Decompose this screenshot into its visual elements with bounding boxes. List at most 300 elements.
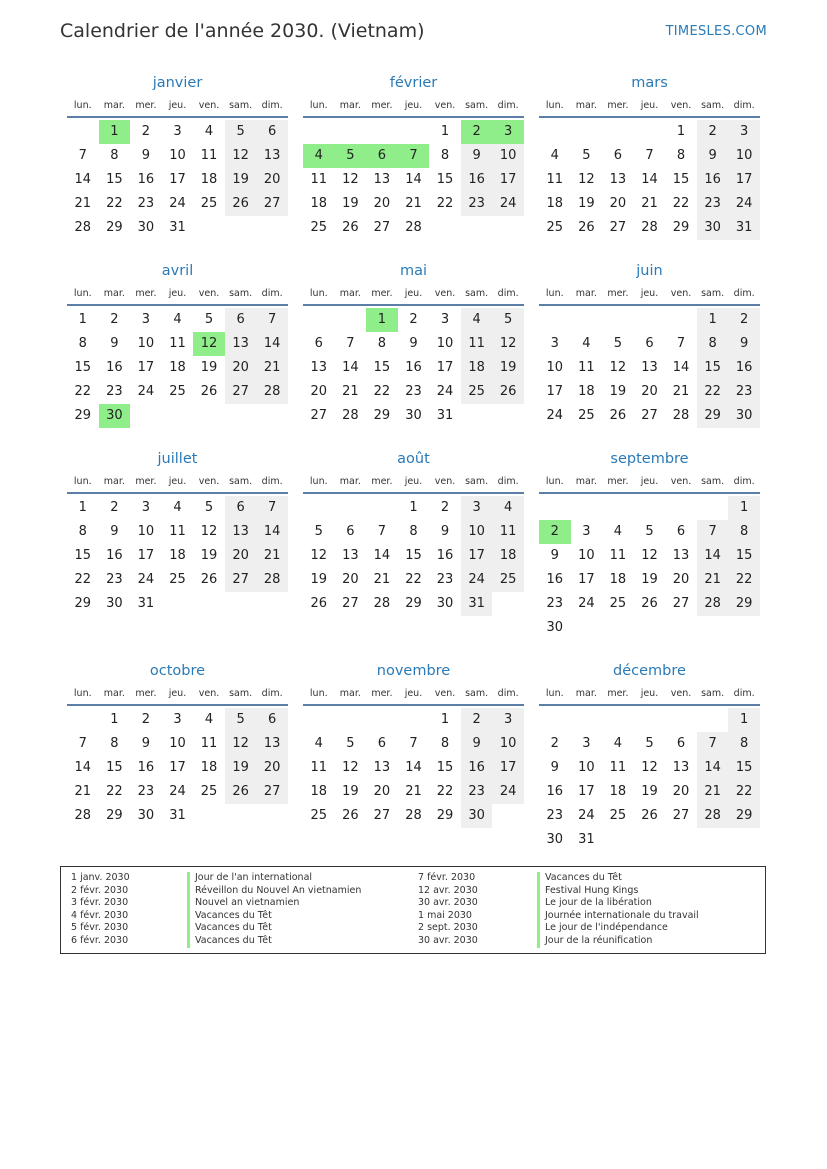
day-cell: 27 bbox=[672, 808, 690, 823]
weekday-label: ven. bbox=[670, 288, 692, 299]
day-cell: 25 bbox=[546, 220, 564, 235]
day-cell: 11 bbox=[310, 760, 328, 775]
weekday-label: sam. bbox=[701, 288, 725, 299]
day-cell: 21 bbox=[74, 196, 92, 211]
weekday-label: dim. bbox=[497, 476, 519, 487]
day-cell: 24 bbox=[728, 192, 760, 216]
day-cell: 13 bbox=[225, 332, 257, 356]
day-cell: 23 bbox=[546, 596, 564, 611]
day-cell: 20 bbox=[256, 756, 288, 780]
day-cell: 18 bbox=[461, 356, 493, 380]
day-cell: 7 bbox=[676, 336, 686, 351]
day-cell: 10 bbox=[578, 548, 595, 563]
legend-date: 7 févr. 2030 bbox=[418, 872, 476, 883]
day-cell: 26 bbox=[609, 408, 627, 423]
legend-holiday-name: Festival Hung Kings bbox=[537, 885, 699, 898]
day-cell: 3 bbox=[461, 496, 493, 520]
weekday-label: sam. bbox=[465, 288, 489, 299]
day-cell: 6 bbox=[676, 736, 686, 751]
day-cell: 16 bbox=[436, 548, 454, 563]
day-cell: 2 bbox=[461, 708, 493, 732]
day-cell: 11 bbox=[310, 172, 328, 187]
weekday-label: mar. bbox=[103, 476, 125, 487]
holiday-legend bbox=[60, 866, 766, 954]
day-cell: 19 bbox=[225, 756, 257, 780]
day-cell: 16 bbox=[405, 360, 422, 375]
legend-holiday-name: Jour de la réunification bbox=[537, 935, 699, 948]
day-cell: 3 bbox=[550, 336, 559, 351]
day-cell: 15 bbox=[728, 544, 760, 568]
weekday-header bbox=[67, 682, 288, 706]
day-cell: 4 bbox=[550, 148, 559, 163]
day-cell: 14 bbox=[256, 332, 288, 356]
weekday-header bbox=[67, 282, 288, 306]
day-cell: 8 bbox=[728, 732, 760, 756]
month-calendar bbox=[303, 448, 524, 616]
day-cell: 10 bbox=[546, 360, 564, 375]
day-cell: 13 bbox=[672, 760, 690, 775]
weekday-label: jeu. bbox=[640, 688, 659, 699]
day-cell: 3 bbox=[141, 312, 151, 327]
holiday-day-cell: 30 bbox=[99, 404, 131, 428]
day-cell: 16 bbox=[137, 172, 155, 187]
weekday-label: mer. bbox=[135, 288, 157, 299]
day-cell: 27 bbox=[310, 408, 328, 423]
holiday-day-cell: 1 bbox=[366, 308, 398, 332]
day-cell: 11 bbox=[492, 520, 524, 544]
day-cell: 15 bbox=[672, 172, 690, 187]
day-cell: 20 bbox=[373, 784, 391, 799]
day-cell: 23 bbox=[405, 384, 422, 399]
day-cell: 28 bbox=[697, 592, 729, 616]
day-cell: 4 bbox=[314, 736, 323, 751]
day-cell: 21 bbox=[641, 196, 658, 211]
day-cell: 12 bbox=[641, 760, 658, 775]
day-cell: 23 bbox=[436, 572, 454, 587]
day-cell: 19 bbox=[641, 572, 658, 587]
weekday-label: dim. bbox=[261, 288, 283, 299]
legend-date: 1 mai 2030 bbox=[418, 909, 472, 921]
weekday-label: dim. bbox=[733, 100, 755, 111]
weekday-header bbox=[539, 282, 760, 306]
day-cell: 18 bbox=[200, 172, 218, 187]
day-cell: 23 bbox=[546, 808, 564, 823]
month-name: août bbox=[397, 451, 430, 467]
day-cell: 7 bbox=[256, 308, 288, 332]
day-cell: 25 bbox=[578, 408, 595, 423]
empty-day-cell bbox=[398, 120, 430, 144]
weekday-label: jeu. bbox=[404, 476, 423, 487]
weekday-label: jeu. bbox=[640, 476, 659, 487]
day-cell: 16 bbox=[546, 572, 564, 587]
day-cell: 26 bbox=[225, 780, 257, 804]
day-cell: 6 bbox=[346, 524, 355, 539]
weekday-label: mer. bbox=[607, 288, 629, 299]
day-cell: 7 bbox=[409, 736, 418, 751]
day-cell: 13 bbox=[609, 172, 627, 187]
day-cell: 4 bbox=[173, 500, 182, 515]
weekday-header bbox=[67, 94, 288, 118]
weekday-label: jeu. bbox=[640, 288, 659, 299]
day-cell: 4 bbox=[204, 124, 214, 139]
empty-day-cell bbox=[571, 708, 603, 732]
holiday-day-cell: 4 bbox=[303, 144, 335, 168]
weekday-label: lun. bbox=[545, 288, 564, 299]
day-cell: 28 bbox=[373, 596, 391, 611]
weekday-label: dim. bbox=[497, 288, 519, 299]
weekday-label: mer. bbox=[371, 288, 393, 299]
day-cell: 7 bbox=[256, 496, 288, 520]
day-cell: 9 bbox=[550, 548, 559, 563]
weekday-label: mar. bbox=[575, 100, 597, 111]
day-cell: 27 bbox=[672, 596, 690, 611]
weekday-label: lun. bbox=[545, 688, 564, 699]
day-cell: 9 bbox=[697, 144, 729, 168]
legend-holiday-name: Vacances du Têt bbox=[187, 935, 361, 948]
day-cell: 9 bbox=[461, 732, 493, 756]
weekday-label: ven. bbox=[198, 288, 220, 299]
day-cell: 8 bbox=[697, 332, 729, 356]
weekday-label: jeu. bbox=[168, 288, 187, 299]
day-cell: 27 bbox=[256, 780, 288, 804]
day-cell: 23 bbox=[728, 380, 760, 404]
legend-holiday-name: Le jour de la libération bbox=[537, 897, 699, 910]
day-cell: 17 bbox=[169, 760, 186, 775]
weekday-label: mer. bbox=[607, 100, 629, 111]
weekday-label: sam. bbox=[229, 100, 253, 111]
empty-day-cell bbox=[303, 708, 335, 732]
weekday-label: mer. bbox=[135, 476, 157, 487]
weekday-label: jeu. bbox=[168, 688, 187, 699]
weekday-label: jeu. bbox=[404, 100, 423, 111]
day-cell: 7 bbox=[697, 732, 729, 756]
day-cell: 1 bbox=[78, 500, 87, 515]
day-cell: 1 bbox=[728, 496, 760, 520]
day-cell: 4 bbox=[582, 336, 591, 351]
day-cell: 8 bbox=[409, 524, 418, 539]
day-grid bbox=[67, 496, 288, 616]
legend-date: 2 sept. 2030 bbox=[418, 922, 478, 934]
day-cell: 5 bbox=[645, 524, 654, 539]
weekday-label: sam. bbox=[465, 100, 489, 111]
day-cell: 11 bbox=[546, 172, 564, 187]
day-cell: 20 bbox=[225, 356, 257, 380]
weekday-label: ven. bbox=[198, 476, 220, 487]
day-cell: 3 bbox=[492, 708, 524, 732]
day-cell: 22 bbox=[728, 780, 760, 804]
empty-day-cell bbox=[539, 120, 571, 144]
day-cell: 14 bbox=[697, 544, 729, 568]
day-cell: 25 bbox=[169, 384, 186, 399]
day-cell: 12 bbox=[225, 144, 257, 168]
day-cell: 13 bbox=[310, 360, 328, 375]
day-cell: 24 bbox=[169, 784, 186, 799]
day-cell: 16 bbox=[728, 356, 760, 380]
day-grid bbox=[67, 120, 288, 240]
legend-holiday-name: Réveillon du Nouvel An vietnamien bbox=[187, 885, 361, 898]
empty-day-cell bbox=[634, 120, 666, 144]
month-name: avril bbox=[161, 263, 194, 279]
day-cell: 6 bbox=[676, 524, 686, 539]
weekday-label: mar. bbox=[103, 288, 125, 299]
day-cell: 11 bbox=[578, 360, 595, 375]
day-cell: 20 bbox=[609, 196, 627, 211]
weekday-label: mer. bbox=[371, 688, 393, 699]
empty-day-cell bbox=[335, 496, 367, 520]
empty-day-cell bbox=[634, 496, 666, 520]
day-cell: 10 bbox=[492, 144, 524, 168]
day-cell: 15 bbox=[697, 356, 729, 380]
day-cell: 11 bbox=[169, 524, 186, 539]
empty-day-cell bbox=[602, 308, 634, 332]
day-cell: 29 bbox=[728, 804, 760, 828]
day-cell: 15 bbox=[373, 360, 391, 375]
weekday-label: lun. bbox=[73, 288, 92, 299]
empty-day-cell bbox=[366, 496, 398, 520]
day-cell: 21 bbox=[373, 572, 391, 587]
day-cell: 28 bbox=[342, 408, 359, 423]
day-cell: 25 bbox=[461, 380, 493, 404]
legend-date: 3 févr. 2030 bbox=[71, 897, 129, 909]
day-cell: 23 bbox=[137, 196, 155, 211]
weekday-label: mer. bbox=[371, 476, 393, 487]
day-cell: 5 bbox=[314, 524, 323, 539]
empty-day-cell bbox=[539, 308, 571, 332]
empty-day-cell bbox=[335, 120, 367, 144]
day-cell: 1 bbox=[110, 712, 119, 727]
day-cell: 18 bbox=[546, 196, 564, 211]
day-cell: 1 bbox=[697, 308, 729, 332]
month-name: octobre bbox=[149, 663, 206, 679]
day-cell: 14 bbox=[342, 360, 359, 375]
day-cell: 9 bbox=[550, 760, 559, 775]
empty-day-cell bbox=[303, 120, 335, 144]
day-cell: 7 bbox=[346, 336, 355, 351]
day-cell: 19 bbox=[609, 384, 627, 399]
weekday-label: mar. bbox=[103, 688, 125, 699]
weekday-header bbox=[539, 94, 760, 118]
day-cell: 18 bbox=[492, 544, 524, 568]
legend-holiday-name: Vacances du Têt bbox=[187, 922, 361, 935]
day-cell: 22 bbox=[74, 572, 92, 587]
day-cell: 19 bbox=[492, 356, 524, 380]
day-cell: 14 bbox=[373, 548, 391, 563]
weekday-label: lun. bbox=[545, 476, 564, 487]
day-cell: 5 bbox=[225, 708, 257, 732]
day-cell: 17 bbox=[461, 544, 493, 568]
weekday-label: ven. bbox=[434, 288, 456, 299]
day-cell: 30 bbox=[697, 216, 729, 240]
day-cell: 21 bbox=[405, 196, 422, 211]
empty-day-cell bbox=[303, 496, 335, 520]
day-cell: 26 bbox=[342, 808, 359, 823]
day-cell: 29 bbox=[106, 808, 123, 823]
day-cell: 5 bbox=[225, 120, 257, 144]
day-cell: 18 bbox=[310, 784, 328, 799]
day-cell: 20 bbox=[672, 784, 690, 799]
day-cell: 4 bbox=[461, 308, 493, 332]
day-cell: 3 bbox=[728, 120, 760, 144]
day-cell: 27 bbox=[641, 408, 658, 423]
day-grid bbox=[539, 308, 760, 428]
day-cell: 21 bbox=[672, 384, 690, 399]
months-grid bbox=[67, 72, 761, 852]
weekday-label: sam. bbox=[701, 100, 725, 111]
day-cell: 22 bbox=[106, 784, 123, 799]
legend-holiday-name: Journée internationale du travail bbox=[537, 910, 699, 923]
weekday-label: sam. bbox=[701, 688, 725, 699]
weekday-label: mar. bbox=[575, 688, 597, 699]
holiday-day-cell: 3 bbox=[492, 120, 524, 144]
weekday-label: jeu. bbox=[404, 688, 423, 699]
day-cell: 7 bbox=[697, 520, 729, 544]
day-cell: 2 bbox=[728, 308, 760, 332]
weekday-label: ven. bbox=[198, 100, 220, 111]
day-cell: 22 bbox=[436, 196, 454, 211]
legend-right-names bbox=[537, 872, 699, 948]
day-cell: 16 bbox=[697, 168, 729, 192]
month-calendar bbox=[539, 660, 760, 852]
day-cell: 10 bbox=[728, 144, 760, 168]
day-cell: 10 bbox=[436, 336, 454, 351]
day-cell: 9 bbox=[440, 524, 450, 539]
day-cell: 24 bbox=[436, 384, 454, 399]
day-cell: 3 bbox=[141, 500, 151, 515]
holiday-day-cell: 7 bbox=[398, 144, 430, 168]
day-cell: 14 bbox=[74, 172, 92, 187]
month-name: décembre bbox=[613, 663, 686, 679]
day-cell: 31 bbox=[728, 216, 760, 240]
day-grid bbox=[303, 120, 524, 240]
weekday-label: ven. bbox=[670, 100, 692, 111]
day-cell: 28 bbox=[256, 380, 288, 404]
day-cell: 13 bbox=[641, 360, 658, 375]
month-name: mai bbox=[399, 263, 428, 279]
day-cell: 8 bbox=[377, 336, 387, 351]
weekday-label: jeu. bbox=[404, 288, 423, 299]
day-cell: 11 bbox=[609, 548, 627, 563]
weekday-label: ven. bbox=[670, 476, 692, 487]
day-cell: 29 bbox=[405, 596, 422, 611]
empty-day-cell bbox=[366, 708, 398, 732]
month-name: septembre bbox=[610, 451, 689, 467]
day-cell: 1 bbox=[78, 312, 87, 327]
weekday-label: dim. bbox=[497, 688, 519, 699]
day-cell: 14 bbox=[405, 172, 422, 187]
weekday-label: lun. bbox=[309, 476, 328, 487]
day-cell: 19 bbox=[641, 784, 658, 799]
day-cell: 27 bbox=[342, 596, 359, 611]
weekday-label: dim. bbox=[261, 476, 283, 487]
day-cell: 2 bbox=[110, 500, 119, 515]
day-cell: 9 bbox=[141, 148, 151, 163]
month-calendar bbox=[67, 260, 288, 428]
day-cell: 8 bbox=[440, 148, 450, 163]
day-cell: 26 bbox=[225, 192, 257, 216]
empty-day-cell bbox=[67, 708, 99, 732]
day-cell: 14 bbox=[697, 756, 729, 780]
weekday-label: lun. bbox=[309, 100, 328, 111]
day-cell: 29 bbox=[728, 592, 760, 616]
empty-day-cell bbox=[697, 708, 729, 732]
weekday-label: sam. bbox=[465, 688, 489, 699]
empty-day-cell bbox=[602, 708, 634, 732]
empty-day-cell bbox=[571, 496, 603, 520]
day-cell: 1 bbox=[440, 712, 450, 727]
day-cell: 6 bbox=[314, 336, 323, 351]
day-cell: 9 bbox=[110, 524, 119, 539]
day-cell: 13 bbox=[672, 548, 690, 563]
day-cell: 30 bbox=[546, 620, 564, 635]
holiday-day-cell: 2 bbox=[461, 120, 493, 144]
month-calendar bbox=[67, 448, 288, 616]
day-cell: 17 bbox=[137, 548, 155, 563]
day-cell: 20 bbox=[373, 196, 391, 211]
month-calendar bbox=[303, 260, 524, 428]
day-cell: 10 bbox=[137, 524, 155, 539]
day-cell: 17 bbox=[578, 572, 595, 587]
month-name: février bbox=[389, 75, 438, 91]
day-cell: 3 bbox=[440, 312, 450, 327]
empty-day-cell bbox=[697, 496, 729, 520]
month-calendar bbox=[303, 660, 524, 828]
day-cell: 22 bbox=[436, 784, 454, 799]
day-cell: 5 bbox=[204, 500, 214, 515]
day-cell: 29 bbox=[697, 404, 729, 428]
day-cell: 28 bbox=[697, 804, 729, 828]
day-cell: 7 bbox=[78, 736, 87, 751]
day-cell: 18 bbox=[200, 760, 218, 775]
day-cell: 8 bbox=[78, 336, 87, 351]
day-cell: 15 bbox=[74, 360, 92, 375]
day-grid bbox=[303, 496, 524, 616]
day-cell: 9 bbox=[461, 144, 493, 168]
day-cell: 9 bbox=[141, 736, 151, 751]
day-cell: 12 bbox=[342, 760, 359, 775]
day-cell: 24 bbox=[578, 596, 595, 611]
day-cell: 28 bbox=[641, 220, 658, 235]
day-cell: 25 bbox=[200, 196, 218, 211]
day-cell: 28 bbox=[405, 808, 422, 823]
day-cell: 22 bbox=[74, 384, 92, 399]
day-cell: 24 bbox=[578, 808, 595, 823]
weekday-header bbox=[303, 94, 524, 118]
day-cell: 23 bbox=[106, 572, 123, 587]
weekday-label: dim. bbox=[733, 288, 755, 299]
day-cell: 18 bbox=[169, 548, 186, 563]
day-cell: 27 bbox=[373, 220, 391, 235]
day-cell: 16 bbox=[546, 784, 564, 799]
day-cell: 21 bbox=[342, 384, 359, 399]
day-cell: 1 bbox=[409, 500, 418, 515]
day-cell: 31 bbox=[461, 592, 493, 616]
holiday-day-cell: 5 bbox=[335, 144, 367, 168]
weekday-label: jeu. bbox=[168, 100, 187, 111]
day-cell: 4 bbox=[613, 736, 623, 751]
month-calendar bbox=[67, 72, 288, 240]
month-calendar bbox=[539, 448, 760, 640]
brand-link[interactable]: TIMESLES.COM bbox=[665, 24, 767, 39]
legend-left-names bbox=[187, 872, 361, 948]
weekday-label: lun. bbox=[545, 100, 564, 111]
legend-holiday-name: Le jour de l'indépendance bbox=[537, 922, 699, 935]
day-cell: 5 bbox=[645, 736, 654, 751]
weekday-label: dim. bbox=[733, 688, 755, 699]
day-cell: 19 bbox=[225, 168, 257, 192]
day-cell: 21 bbox=[405, 784, 422, 799]
day-cell: 19 bbox=[200, 548, 218, 563]
day-cell: 6 bbox=[645, 336, 654, 351]
